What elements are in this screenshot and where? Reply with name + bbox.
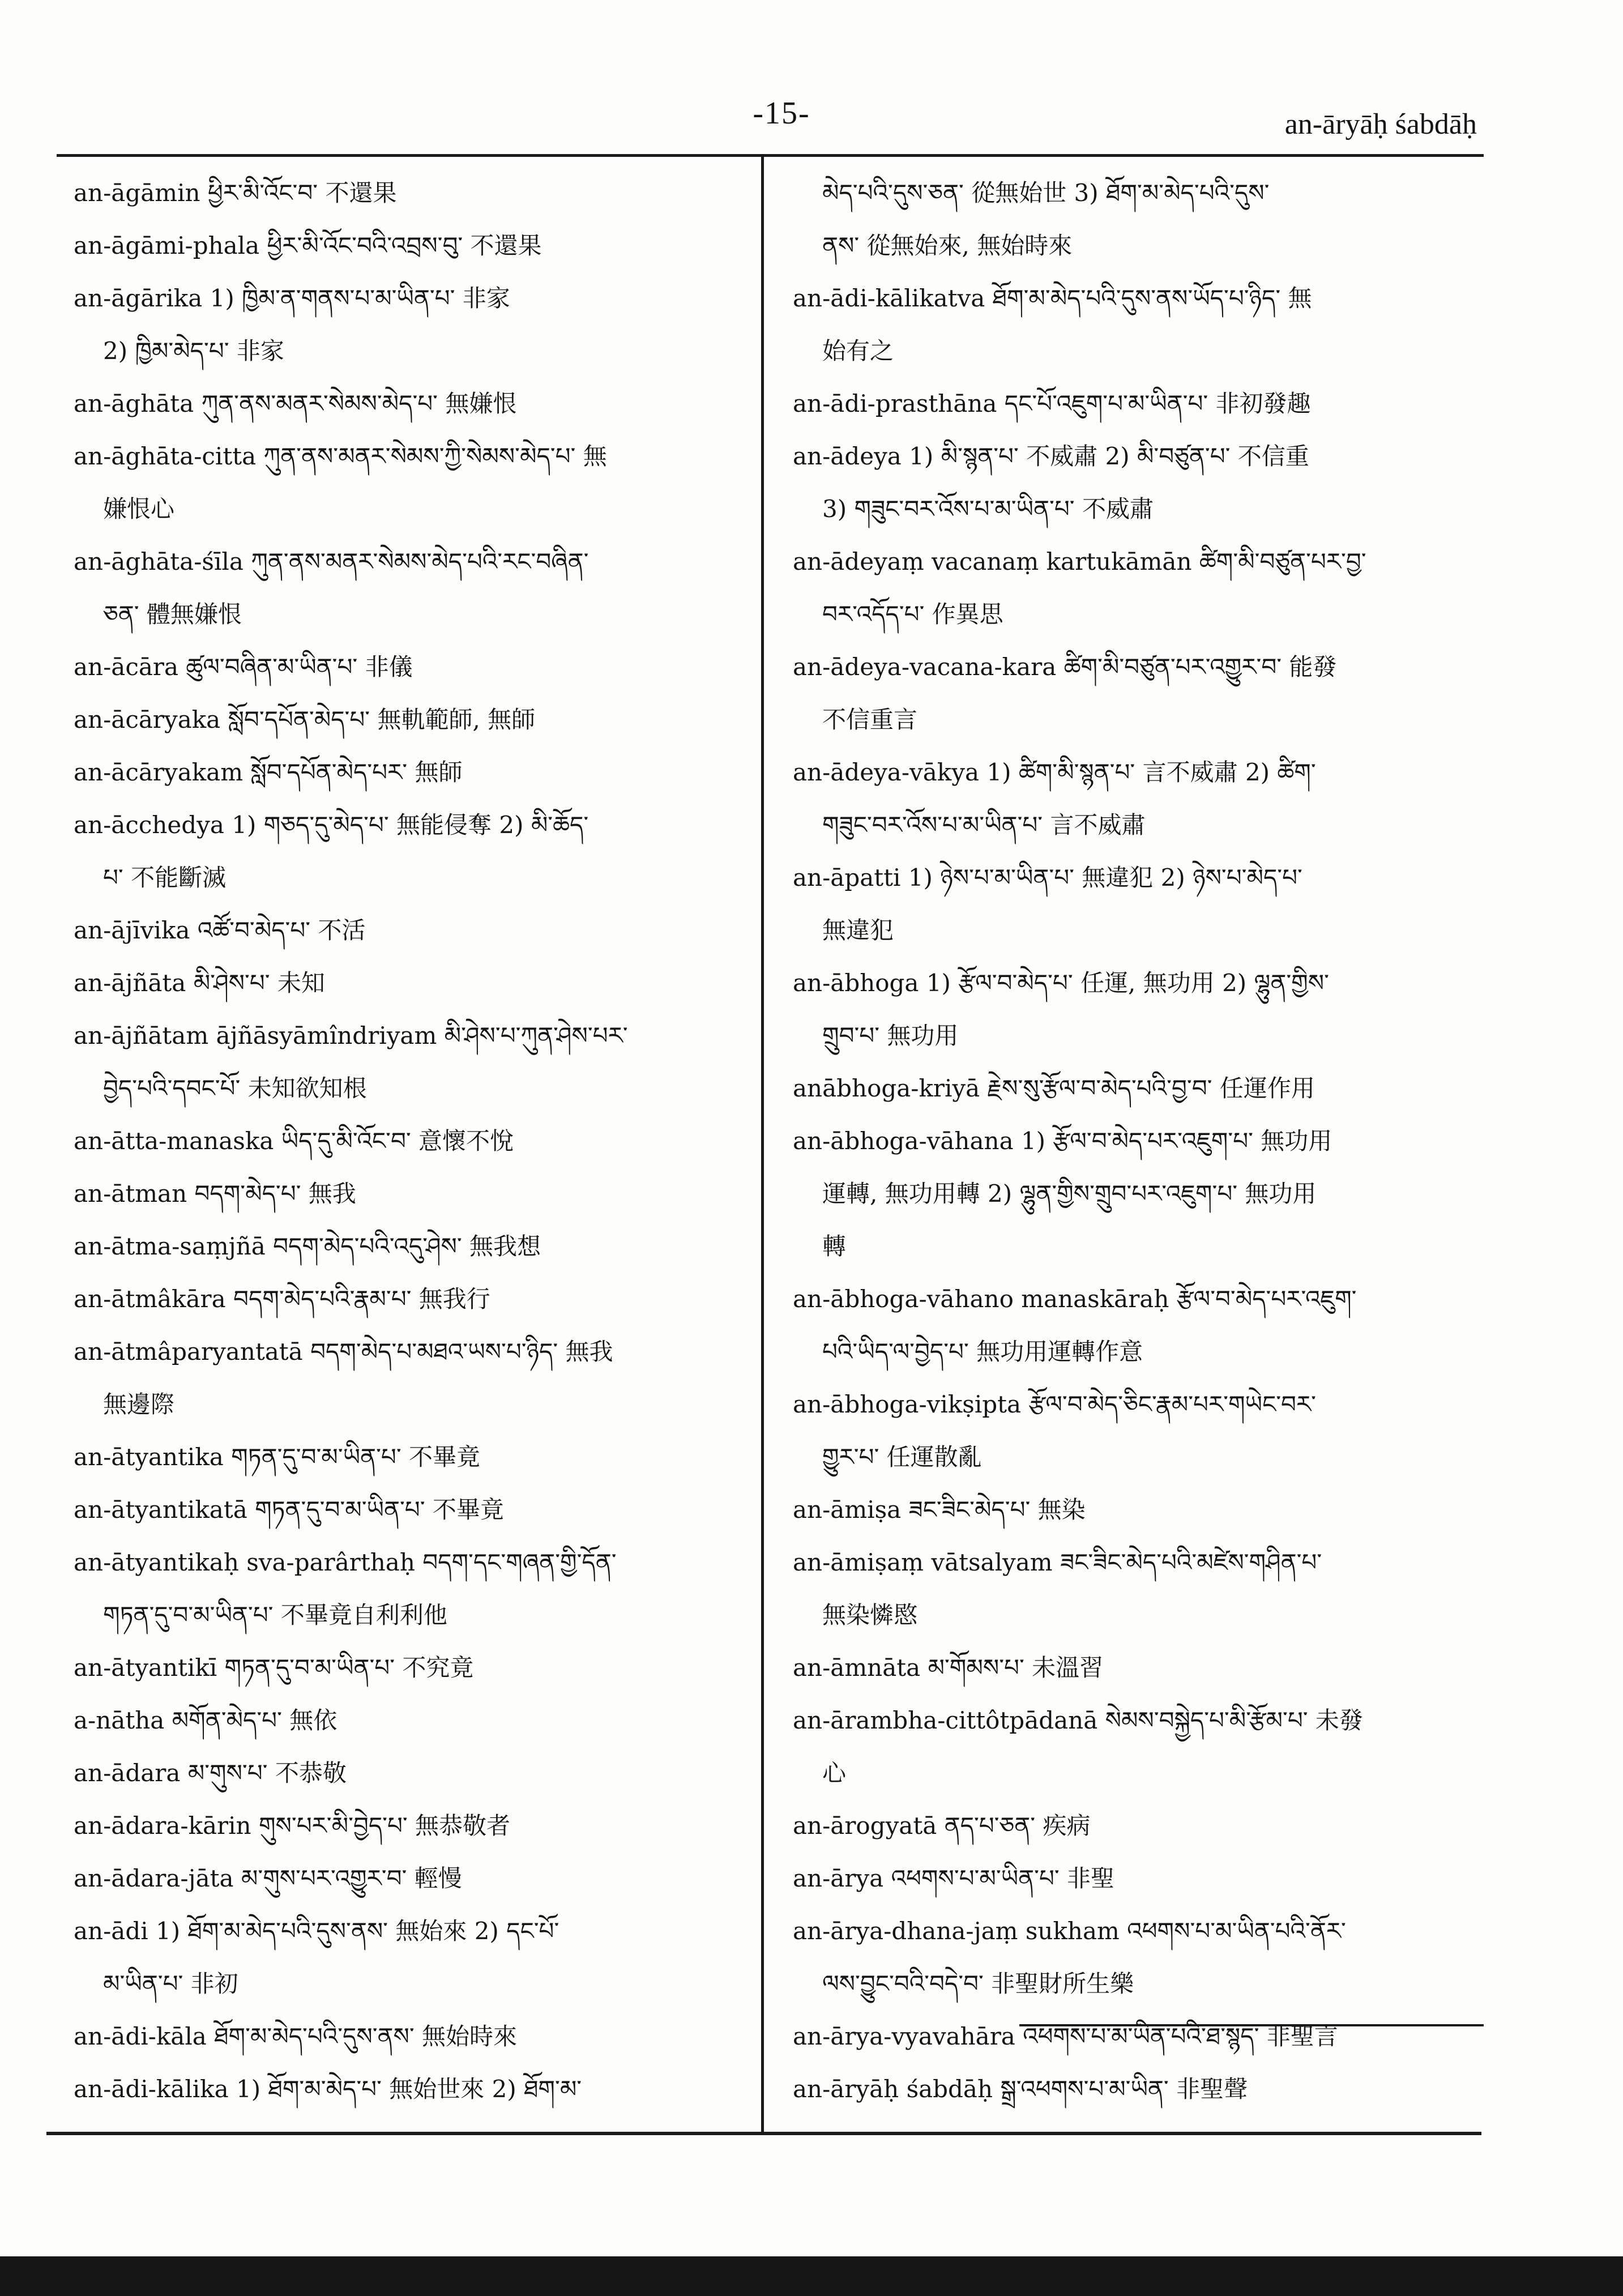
dictionary-entry-line: an-āgārika 1) ཁྱིམ་ན་གནས་པ་མ་ཡིན་པ་ 非家 — [74, 284, 510, 312]
dictionary-entry-line: an-ārambha-cittôtpādanā སེམས་བསྐྱེད་པ་མི་རྩོམ་པ་ 未發 — [793, 1706, 1363, 1734]
entry-continuation-line: 無違犯 — [822, 916, 894, 944]
dictionary-entry-line: anābhoga-kriyā རྗེས་སུ་རྩོལ་བ་མེད་པའི་བྱ་བ་ 任運作用 — [793, 1074, 1315, 1102]
entry-continuation-line: 無邊際 — [103, 1390, 175, 1418]
entry-continuation-line: པའི་ཡིད་ལ་བྱེད་པ་ 無功用運轉作意 — [822, 1338, 1143, 1365]
entry-continuation-line: མེད་པའི་དུས་ཅན་ 從無始世 3) ཐོག་མ་མེད་པའི་དུས་ — [822, 179, 1270, 207]
dictionary-entry-line: an-ārya-vyavahāra འཕགས་པ་མ་ཡིན་པའི་ཐ་སྙད་ 非聖言 — [793, 2022, 1338, 2050]
right-column — [793, 167, 1467, 2115]
dictionary-entry-line: an-ādi-kālika 1) ཐོག་མ་མེད་པ་ 無始世來 2) ཐོག་མ་ — [74, 2075, 582, 2103]
dictionary-entry-line: an-āmiṣaṃ vātsalyam ཟང་ཟིང་མེད་པའི་མཛེས་གཤིན་པ་ — [793, 1548, 1322, 1576]
dictionary-entry-line: an-ātyantikī གཏན་དུ་བ་མ་ཡིན་པ་ 不究竟 — [74, 1654, 474, 1682]
dictionary-entry-line: an-ācchedya 1) གཅད་དུ་མེད་པ་ 無能侵奪 2) མི་ཆོད་ — [74, 811, 589, 839]
dictionary-entry-line: an-āryāḥ śabdāḥ སྒྲ་འཕགས་པ་མ་ཡིན་ 非聖聲 — [793, 2075, 1248, 2103]
entry-continuation-line: ཅན་ 體無嫌恨 — [103, 600, 242, 628]
dictionary-entry-line: an-ādi 1) ཐོག་མ་མེད་པའི་དུས་ནས་ 無始來 2) དང་པོ་ — [74, 1917, 559, 1945]
top-rule — [57, 154, 1484, 157]
dictionary-entry-line: an-ādara མ་གུས་པ་ 不恭敬 — [74, 1759, 347, 1787]
dictionary-entry-line: an-ātyantikaḥ sva-parârthaḥ བདག་དང་གཞན་གྱི་དོན་ — [74, 1548, 617, 1576]
entry-continuation-line: 始有之 — [822, 337, 894, 365]
dictionary-entry-line: an-ābhoga-vāhana 1) རྩོལ་བ་མེད་པར་འཇུག་པ་ 無功用 — [793, 1127, 1332, 1155]
dictionary-entry-line: an-ācāra ཚུལ་བཞིན་མ་ཡིན་པ་ 非儀 — [74, 653, 413, 681]
dictionary-entry-line: an-āghāta ཀུན་ནས་མནར་སེམས་མེད་པ་ 無嫌恨 — [74, 390, 517, 417]
dictionary-entry-line: an-ādeya-vacana-kara ཚིག་མི་བཙུན་པར་འགྱུར་བ་ 能發 — [793, 653, 1337, 681]
dictionary-entry-line: an-ādara-kārin གུས་པར་མི་བྱེད་པ་ 無恭敬者 — [74, 1812, 511, 1840]
entry-continuation-line: 不信重言 — [822, 706, 918, 733]
dictionary-entry-line: an-ādi-kālikatva ཐོག་མ་མེད་པའི་དུས་ནས་ཡོད་པ་ཉིད་ 無 — [793, 284, 1312, 312]
entry-continuation-line: གཟུང་བར་འོས་པ་མ་ཡིན་པ་ 言不威肅 — [822, 811, 1146, 839]
entry-continuation-line: བར་འདོད་པ་ 作異思 — [822, 600, 1003, 628]
dictionary-entry-line: an-ātman བདག་མེད་པ་ 無我 — [74, 1180, 356, 1207]
entry-continuation-line: 無染憐愍 — [822, 1601, 918, 1629]
dictionary-entry-line: an-ātta-manaska ཡིད་དུ་མི་འོང་བ་ 意懷不悅 — [74, 1127, 514, 1155]
entry-continuation-line: 心 — [822, 1759, 847, 1787]
running-head: an-āryāḥ śabdāḥ — [1284, 108, 1477, 140]
entry-continuation-line: བྱེད་པའི་དབང་པོ་ 未知欲知根 — [103, 1074, 367, 1102]
dictionary-entry-line: an-ārya-dhana-jaṃ sukham འཕགས་པ་མ་ཡིན་པའི་ནོར་ — [793, 1917, 1346, 1945]
dictionary-entry-line: an-āghāta-citta ཀུན་ནས་མནར་སེམས་ཀྱི་སེམས་མེད་པ་ 無 — [74, 442, 607, 470]
dictionary-entry-line: an-ātmâkāra བདག་མེད་པའི་རྣམ་པ་ 無我行 — [74, 1285, 490, 1313]
dictionary-entry-line: an-ātyantika གཏན་དུ་བ་མ་ཡིན་པ་ 不畢竟 — [74, 1443, 480, 1471]
dictionary-entry-line: an-āmiṣa ཟང་ཟིང་མེད་པ་ 無染 — [793, 1496, 1086, 1523]
entry-continuation-line: མ་ཡིན་པ་ 非初 — [103, 1970, 238, 1998]
dictionary-entry-line: an-ādara-jāta མ་གུས་པར་འགྱུར་བ་ 輕慢 — [74, 1864, 462, 1892]
dictionary-entry-line: an-āmnāta མ་གོམས་པ་ 未溫習 — [793, 1654, 1104, 1682]
dictionary-entry-line: an-ājīvika འཚོ་བ་མེད་པ་ 不活 — [74, 916, 366, 944]
dictionary-entry-line: an-ājñāta མི་ཤེས་པ་ 未知 — [74, 969, 325, 997]
dictionary-entry-line: an-ābhoga 1) རྩོལ་བ་མེད་པ་ 任運, 無功用 2) ལྷུན་གྱིས་ — [793, 969, 1329, 997]
dictionary-entry-line: a-nātha མགོན་མེད་པ་ 無依 — [74, 1706, 338, 1734]
entry-continuation-line: གྲུབ་པ་ 無功用 — [822, 1022, 959, 1049]
entry-continuation-line: 運轉, 無功用轉 2) ལྷུན་གྱིས་གྲུབ་པར་འཇུག་པ་ 無功用 — [822, 1180, 1317, 1207]
dictionary-entry-line: an-āpatti 1) ཉེས་པ་མ་ཡིན་པ་ 無違犯 2) ཉེས་པ་མེད་པ་ — [793, 864, 1302, 891]
dictionary-entry-line: an-ātmâparyantatā བདག་མེད་པ་མཐའ་ཡས་པ་ཉིད་ 無我 — [74, 1338, 613, 1365]
dictionary-entry-line: an-ārya འཕགས་པ་མ་ཡིན་པ་ 非聖 — [793, 1864, 1115, 1892]
entry-continuation-line: 嫌恨心 — [103, 495, 175, 523]
dictionary-entry-line: an-āghāta-śīla ཀུན་ནས་མནར་སེམས་མེད་པའི་རང་བཞིན་ — [74, 548, 589, 575]
entry-continuation-line: 3) གཟུང་བར་འོས་པ་མ་ཡིན་པ་ 不威肅 — [822, 495, 1154, 523]
entry-continuation-line: གྱུར་པ་ 任運散亂 — [822, 1443, 982, 1471]
dictionary-entry-line: an-ājñātam ājñāsyāmîndriyam མི་ཤེས་པ་ཀུན་ཤེས་པར་ — [74, 1022, 628, 1049]
entry-continuation-line: 轉 — [822, 1232, 847, 1260]
dictionary-entry-line: an-ācāryaka སློབ་དཔོན་མེད་པ་ 無軌範師, 無師 — [74, 706, 536, 733]
dictionary-entry-line: an-ārogyatā ནད་པ་ཅན་ 疾病 — [793, 1812, 1091, 1840]
dictionary-entry-line: an-ābhoga-vikṣipta རྩོལ་བ་མེད་ཅིང་རྣམ་པར་གཡེང་བར་ — [793, 1390, 1316, 1418]
entry-continuation-line: པ་ 不能斷滅 — [103, 864, 227, 891]
column-divider — [761, 154, 764, 2132]
dictionary-entry-line: an-ācāryakam སློབ་དཔོན་མེད་པར་ 無師 — [74, 758, 463, 786]
dictionary-entry-line: an-ābhoga-vāhano manaskāraḥ རྩོལ་བ་མེད་པར་འཇུག་ — [793, 1285, 1357, 1313]
dictionary-entry-line: an-ādi-kāla ཐོག་མ་མེད་པའི་དུས་ནས་ 無始時來 — [74, 2022, 518, 2050]
dictionary-entry-line: an-āgāmi-phala ཕྱིར་མི་འོང་བའི་འབྲས་བུ་ 不還果 — [74, 232, 542, 259]
left-column — [74, 167, 736, 2115]
entry-continuation-line: ལས་བྱུང་བའི་བདེ་བ་ 非聖財所生樂 — [822, 1970, 1134, 1998]
dictionary-entry-line: an-ātma-saṃjñā བདག་མེད་པའི་འདུ་ཤེས་ 無我想 — [74, 1232, 541, 1260]
dictionary-entry-line: an-āgāmin ཕྱིར་མི་འོང་བ་ 不還果 — [74, 179, 397, 207]
dictionary-entry-line: an-ādi-prasthāna དང་པོ་འཇུག་པ་མ་ཡིན་པ་ 非初發趣 — [793, 390, 1311, 417]
dictionary-entry-line: an-ādeya 1) མི་སྙན་པ་ 不威肅 2) མི་བཙུན་པ་ 不信重 — [793, 442, 1309, 470]
dictionary-entry-line: an-ādeya-vākya 1) ཚིག་མི་སྙན་པ་ 言不威肅 2) ཚིག་ — [793, 758, 1316, 786]
entry-continuation-line: 2) ཁྱིམ་མེད་པ་ 非家 — [103, 337, 284, 365]
entry-continuation-line: ནས་ 從無始來, 無始時來 — [822, 232, 1073, 259]
page-number: -15- — [753, 96, 810, 131]
entry-continuation-line: གཏན་དུ་བ་མ་ཡིན་པ་ 不畢竟自利利他 — [103, 1601, 447, 1629]
dictionary-entry-line: an-ādeyaṃ vacanaṃ kartukāmān ཚིག་མི་བཙུན་པར་བྱ་ — [793, 548, 1366, 575]
bottom-rule — [46, 2132, 1481, 2135]
scan-edge-band — [0, 2256, 1623, 2296]
dictionary-entry-line: an-ātyantikatā གཏན་དུ་བ་མ་ཡིན་པ་ 不畢竟 — [74, 1496, 504, 1523]
